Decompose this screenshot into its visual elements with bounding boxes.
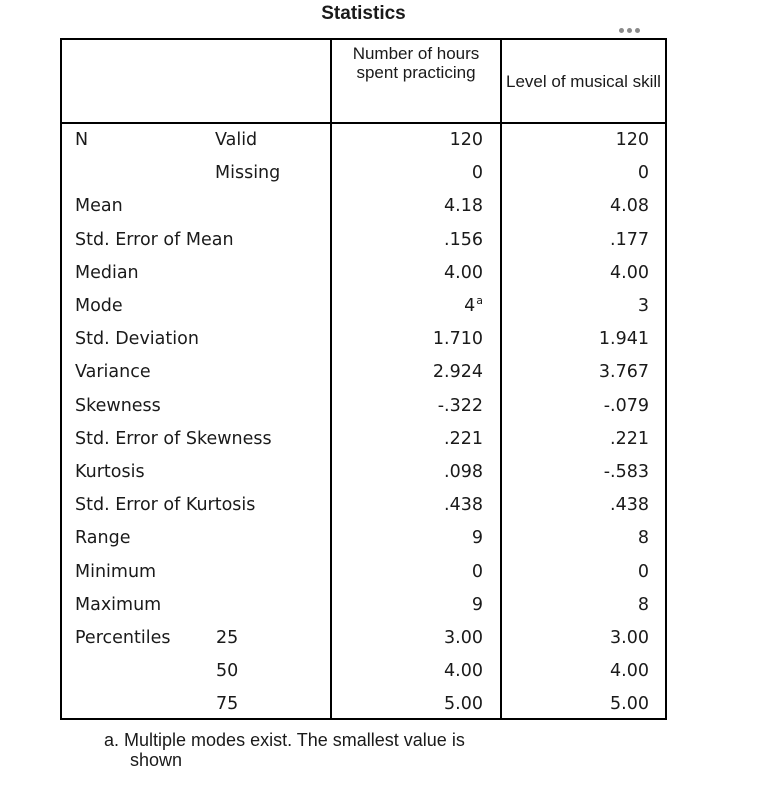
table-header <box>62 40 665 124</box>
ellipsis-icon[interactable] <box>619 28 651 34</box>
cell-value: 120 <box>449 130 483 150</box>
statistics-table <box>60 38 667 720</box>
cell-hours <box>332 356 483 389</box>
table-row <box>62 589 665 622</box>
table-row <box>62 489 665 522</box>
cell-value: 4 <box>464 296 476 316</box>
cell-hours <box>332 589 483 622</box>
cell-skill: 8 <box>637 528 649 549</box>
cell-skill: .221 <box>610 428 649 449</box>
cell-skill: -.079 <box>603 395 649 416</box>
table-row <box>62 423 665 456</box>
row-sublabel: Valid <box>215 130 258 150</box>
row-sublabel: Missing <box>215 163 281 184</box>
row-label: Std. Error of Skewness <box>75 428 272 449</box>
cell-hours <box>332 390 483 423</box>
cell-value: 9 <box>471 528 483 549</box>
row-sublabel: 50 <box>216 661 239 682</box>
row-label: Mean <box>75 196 123 217</box>
cell-value: 0 <box>471 163 483 184</box>
cell-hours <box>332 290 483 323</box>
row-label: Std. Error of Kurtosis <box>75 495 256 516</box>
cell-skill: 0 <box>637 163 649 184</box>
table-row <box>62 390 665 423</box>
cell-hours <box>332 157 483 190</box>
cell-skill: 4.00 <box>610 262 649 283</box>
table-row <box>62 356 665 389</box>
cell-hours <box>332 556 483 589</box>
cell-skill: 3.767 <box>598 362 649 383</box>
row-label: Std. Deviation <box>75 329 199 350</box>
cell-hours <box>332 257 483 290</box>
cell-value: .438 <box>444 495 483 516</box>
table-row <box>62 290 665 323</box>
cell-skill: 5.00 <box>610 694 649 715</box>
cell-skill: 1.941 <box>598 329 649 350</box>
cell-hours <box>332 456 483 489</box>
cell-skill: .438 <box>610 495 649 516</box>
cell-skill: 8 <box>637 594 649 615</box>
cell-value: 3.00 <box>444 628 483 648</box>
table-row <box>62 257 665 290</box>
cell-value: 5.00 <box>444 694 483 715</box>
table-title: Statistics <box>321 3 406 24</box>
cell-hours <box>332 124 483 157</box>
cell-value: 1.710 <box>432 329 483 350</box>
cell-skill: 0 <box>637 561 649 582</box>
row-sublabel: 25 <box>216 628 239 648</box>
table-row <box>62 124 665 157</box>
cell-skill: 4.08 <box>610 196 649 217</box>
row-label: Kurtosis <box>75 462 145 482</box>
cell-value: 2.924 <box>432 362 483 383</box>
row-label: Percentiles <box>75 628 171 648</box>
column-header-hours: Number of hours spent practicing <box>352 44 480 82</box>
row-label: Skewness <box>75 395 161 416</box>
cell-hours <box>332 323 483 356</box>
cell-skill: -.583 <box>603 462 649 482</box>
cell-value: .221 <box>444 428 483 449</box>
cell-hours <box>332 688 483 721</box>
cell-value: 4.00 <box>444 262 483 283</box>
cell-value: .156 <box>444 229 483 250</box>
column-header-skill: Level of musical skill <box>506 72 661 91</box>
footnote-line: a. Multiple modes exist. The smallest value is <box>104 730 465 750</box>
cell-skill: 120 <box>615 130 649 150</box>
table-row <box>62 323 665 356</box>
row-label: Mode <box>75 296 123 316</box>
cell-hours <box>332 522 483 555</box>
table-row <box>62 157 665 190</box>
cell-skill: .177 <box>610 229 649 250</box>
table-row <box>62 622 665 655</box>
row-label: Median <box>75 262 139 283</box>
cell-value: 4.18 <box>444 196 483 217</box>
cell-value: 4.00 <box>444 661 483 682</box>
cell-value: .098 <box>444 462 483 482</box>
table-row <box>62 190 665 223</box>
row-label: Maximum <box>75 594 162 615</box>
table-row <box>62 556 665 589</box>
table-row <box>62 688 665 721</box>
cell-hours <box>332 655 483 688</box>
footnote-line: shown <box>130 750 183 770</box>
row-sublabel: 75 <box>216 694 239 715</box>
row-label: Std. Error of Mean <box>75 229 234 250</box>
cell-hours <box>332 489 483 522</box>
cell-value: 9 <box>471 594 483 615</box>
table-row <box>62 224 665 257</box>
cell-hours <box>332 224 483 257</box>
row-label: N <box>75 130 89 150</box>
cell-value: -.322 <box>437 395 483 416</box>
table-footnote <box>104 730 574 770</box>
footnote-marker: a <box>476 294 483 307</box>
table-row <box>62 456 665 489</box>
cell-skill: 3.00 <box>610 628 649 648</box>
row-label: Variance <box>75 362 151 383</box>
table-row <box>62 655 665 688</box>
row-label: Minimum <box>75 561 157 582</box>
cell-value: 0 <box>471 561 483 582</box>
row-label: Range <box>75 528 131 549</box>
table-row <box>62 522 665 555</box>
cell-hours <box>332 622 483 655</box>
cell-skill: 4.00 <box>610 661 649 682</box>
cell-hours <box>332 190 483 223</box>
cell-skill: 3 <box>637 296 649 316</box>
cell-hours <box>332 423 483 456</box>
